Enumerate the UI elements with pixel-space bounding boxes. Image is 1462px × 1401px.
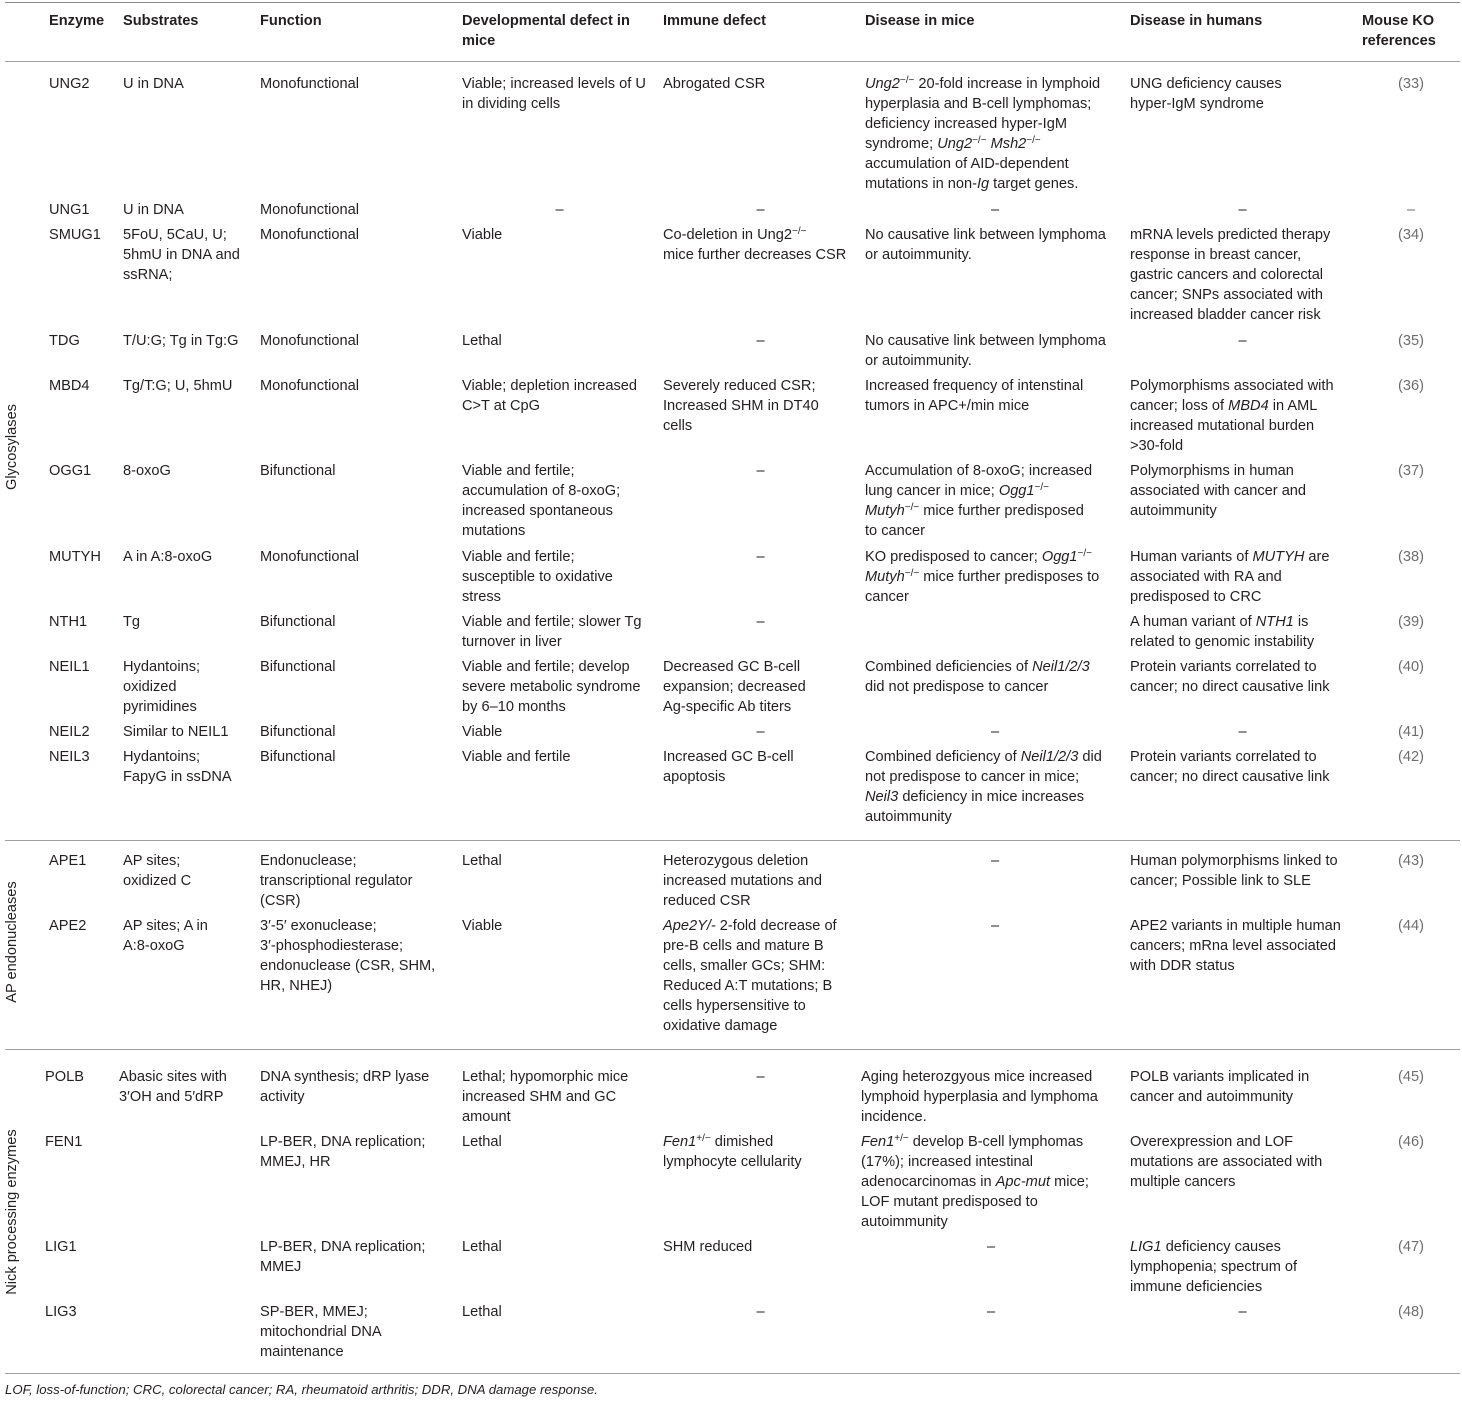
column-header-mice: Disease in mice xyxy=(865,13,975,29)
cell-dev: – xyxy=(555,202,564,218)
cell-enzyme: UNG1 xyxy=(49,202,90,218)
cell-immune: – xyxy=(756,1304,765,1320)
table-rule xyxy=(5,2,1460,3)
cell-mice: – xyxy=(986,1304,996,1320)
cell-immune: Decreased GC B-cell expansion; decreased Ag-specific Ab titers xyxy=(663,659,806,715)
cell-immune: Heterozygous deletion increased mutations and reduced CSR xyxy=(663,853,823,909)
cell-ref: (40) xyxy=(1398,659,1424,675)
cell-substrates: U in DNA xyxy=(123,202,184,218)
cell-function: Monofunctional xyxy=(260,549,359,565)
column-header-enzyme: Enzyme xyxy=(49,13,105,29)
cell-function: SP-BER, MMEJ; mitochondrial DNA maintenance xyxy=(260,1304,382,1360)
cell-enzyme: APE1 xyxy=(49,853,87,869)
column-header-immune: Immune defect xyxy=(663,13,766,29)
cell-ref: (43) xyxy=(1398,853,1424,869)
cell-substrates: U in DNA xyxy=(123,76,184,92)
cell-ref: (44) xyxy=(1398,918,1424,934)
cell-dev: Lethal xyxy=(462,1134,502,1150)
table-rule xyxy=(5,1049,1460,1050)
cell-ref: – xyxy=(1406,202,1416,218)
column-header-ref: Mouse KO references xyxy=(1362,13,1436,49)
cell-substrates: Abasic sites with 3′OH and 5′dRP xyxy=(119,1069,227,1105)
cell-substrates: Hydantoins; oxidized pyrimidines xyxy=(123,659,201,715)
cell-enzyme: OGG1 xyxy=(49,463,92,479)
cell-dev: Viable and fertile xyxy=(462,749,571,765)
cell-ref: (45) xyxy=(1398,1069,1424,1085)
cell-substrates: A in A:8-oxoG xyxy=(123,549,213,565)
cell-humans: Human variants of MUTYH are associated with RA and predisposed to CRC xyxy=(1130,549,1330,605)
cell-enzyme: TDG xyxy=(49,333,80,349)
cell-mice: – xyxy=(986,1239,996,1255)
cell-ref: (39) xyxy=(1398,614,1424,630)
cell-function: LP-BER, DNA replication; MMEJ xyxy=(260,1239,426,1275)
cell-enzyme: FEN1 xyxy=(45,1134,83,1150)
cell-enzyme: MUTYH xyxy=(49,549,101,565)
cell-dev: Viable and fertile; accumulation of 8-oxoG; increased spontaneous mutations xyxy=(462,463,621,539)
cell-dev: Viable and fertile; develop severe metabolic syndrome by 6–10 months xyxy=(462,659,641,715)
cell-immune: – xyxy=(756,549,765,565)
cell-mice: KO predisposed to cancer; Ogg1−/− Mutyh−/− mice further predisposes to cancer xyxy=(865,548,1100,605)
cell-function: Monofunctional xyxy=(260,333,359,349)
cell-immune: – xyxy=(756,614,765,630)
cell-function: Bifunctional xyxy=(260,463,336,479)
table-rule xyxy=(5,61,1460,62)
cell-mice: Accumulation of 8-oxoG; increased lung cancer in mice; Ogg1−/− Mutyh−/− mice further predisposed to cancer xyxy=(865,463,1093,539)
cell-immune: Increased GC B-cell apoptosis xyxy=(663,749,794,785)
cell-dev: Lethal xyxy=(462,1239,502,1255)
cell-humans: – xyxy=(1238,333,1247,349)
column-header-humans: Disease in humans xyxy=(1130,13,1263,29)
cell-enzyme: NEIL2 xyxy=(49,724,90,740)
cell-mice: Combined deficiencies of Neil1/2/3 did not predispose to cancer xyxy=(865,659,1090,695)
table-footnote: LOF, loss-of-function; CRC, colorectal cancer; RA, rheumatoid arthritis; DDR, DNA damage response. xyxy=(5,1382,598,1397)
cell-ref: (37) xyxy=(1398,463,1424,479)
cell-function: Endonuclease; transcriptional regulator (CSR) xyxy=(260,853,413,909)
cell-function: Monofunctional xyxy=(260,76,359,92)
cell-humans: Human polymorphisms linked to cancer; Possible link to SLE xyxy=(1130,853,1338,889)
cell-dev: Viable; increased levels of U in dividing cells xyxy=(462,76,646,112)
cell-humans: – xyxy=(1238,1304,1247,1320)
cell-dev: Lethal xyxy=(462,333,502,349)
cell-function: Monofunctional xyxy=(260,202,359,218)
cell-function: Monofunctional xyxy=(260,227,359,243)
cell-function: Monofunctional xyxy=(260,378,359,394)
cell-substrates: AP sites; oxidized C xyxy=(123,853,192,889)
cell-dev: Viable and fertile; susceptible to oxidative stress xyxy=(462,549,613,605)
cell-humans: Polymorphisms associated with cancer; loss of MBD4 in AML increased mutational burden >30-fold xyxy=(1130,378,1334,454)
cell-mice: – xyxy=(990,202,1000,218)
cell-substrates: Tg/T:G; U, 5hmU xyxy=(123,378,233,394)
cell-immune: – xyxy=(756,463,765,479)
cell-immune: SHM reduced xyxy=(663,1239,753,1255)
cell-enzyme: NEIL3 xyxy=(49,749,90,765)
cell-humans: Overexpression and LOF mutations are associated with multiple cancers xyxy=(1130,1134,1323,1190)
cell-dev: Viable xyxy=(462,724,503,740)
cell-ref: (38) xyxy=(1398,549,1424,565)
cell-substrates: 8-oxoG xyxy=(123,463,171,479)
cell-substrates: 5FoU, 5CaU, U; 5hmU in DNA and ssRNA; xyxy=(123,227,240,283)
cell-enzyme: MBD4 xyxy=(49,378,90,394)
cell-ref: (48) xyxy=(1398,1304,1424,1320)
cell-enzyme: UNG2 xyxy=(49,76,90,92)
cell-immune: Fen1+/− dimished lymphocyte cellularity xyxy=(663,1133,802,1170)
cell-ref: (42) xyxy=(1398,749,1424,765)
cell-ref: (35) xyxy=(1398,333,1424,349)
cell-enzyme: LIG1 xyxy=(45,1239,77,1255)
cell-humans: Protein variants correlated to cancer; no direct causative link xyxy=(1130,659,1330,695)
cell-enzyme: APE2 xyxy=(49,918,87,934)
cell-function: Bifunctional xyxy=(260,749,336,765)
cell-mice: Fen1+/− develop B-cell lymphomas (17%); increased intestinal adenocarcinomas in Apc-mut mice; LOF mutant predisposed to autoimmunity xyxy=(861,1133,1089,1230)
cell-humans: Protein variants correlated to cancer; no direct causative link xyxy=(1130,749,1330,785)
cell-humans: Polymorphisms in human associated with cancer and autoimmunity xyxy=(1130,463,1307,519)
cell-function: DNA synthesis; dRP lyase activity xyxy=(260,1069,430,1105)
cell-function: Bifunctional xyxy=(260,659,336,675)
column-header-dev: Developmental defect in mice xyxy=(462,13,630,49)
cell-immune: – xyxy=(756,724,765,740)
cell-mice: No causative link between lymphoma or autoimmunity. xyxy=(865,227,1106,263)
cell-humans: – xyxy=(1238,202,1247,218)
cell-enzyme: NEIL1 xyxy=(49,659,90,675)
cell-mice: Increased frequency of intenstinal tumors in APC+/min mice xyxy=(865,378,1084,414)
cell-substrates: Similar to NEIL1 xyxy=(123,724,229,740)
cell-immune: Co-deletion in Ung2−/− mice further decreases CSR xyxy=(663,226,847,263)
cell-dev: Viable xyxy=(462,918,503,934)
cell-ref: (46) xyxy=(1398,1134,1424,1150)
cell-immune: Severely reduced CSR; Increased SHM in DT40 cells xyxy=(663,378,819,434)
cell-humans: UNG deficiency causes hyper-IgM syndrome xyxy=(1130,76,1282,112)
cell-function: LP-BER, DNA replication; MMEJ, HR xyxy=(260,1134,426,1170)
cell-substrates: Tg xyxy=(123,614,141,630)
cell-enzyme: POLB xyxy=(45,1069,84,1085)
table-rule xyxy=(5,1373,1460,1374)
cell-humans: APE2 variants in multiple human cancers; mRna level associated with DDR status xyxy=(1130,918,1341,974)
cell-humans: A human variant of NTH1 is related to genomic instability xyxy=(1130,614,1315,650)
group-label: Nick processing enzymes xyxy=(4,1129,20,1295)
cell-dev: Lethal xyxy=(462,853,502,869)
cell-immune: Abrogated CSR xyxy=(663,76,766,92)
cell-ref: (41) xyxy=(1398,724,1424,740)
table-rule xyxy=(5,840,1460,841)
cell-humans: LIG1 deficiency causes lymphopenia; spectrum of immune deficiencies xyxy=(1130,1239,1298,1295)
cell-ref: (33) xyxy=(1398,76,1424,92)
cell-function: Bifunctional xyxy=(260,614,336,630)
group-label: AP endonucleases xyxy=(4,881,20,1003)
group-label: Glycosylases xyxy=(4,404,20,490)
cell-dev: Lethal; hypomorphic mice increased SHM and GC amount xyxy=(462,1069,629,1125)
cell-substrates: AP sites; A in A:8-oxoG xyxy=(123,918,208,954)
cell-enzyme: LIG3 xyxy=(45,1304,77,1320)
cell-function: Bifunctional xyxy=(260,724,336,740)
cell-mice: No causative link between lymphoma or autoimmunity. xyxy=(865,333,1106,369)
column-header-substrates: Substrates xyxy=(123,13,199,29)
cell-substrates: T/U:G; Tg in Tg:G xyxy=(123,333,239,349)
cell-humans: – xyxy=(1238,724,1247,740)
cell-substrates: Hydantoins; FapyG in ssDNA xyxy=(123,749,232,785)
cell-ref: (34) xyxy=(1398,227,1424,243)
cell-dev: Viable; depletion increased C>T at CpG xyxy=(462,378,637,414)
cell-mice: – xyxy=(990,853,1000,869)
cell-immune: Ape2Y/- 2-fold decrease of pre-B cells and mature B cells, smaller GCs; SHM: Reduced A:T mutations; B cells hypersensitive to oxidative damage xyxy=(663,918,837,1034)
cell-mice: Combined deficiency of Neil1/2/3 did not predispose to cancer in mice; Neil3 deficiency in mice increases autoimmunity xyxy=(865,749,1102,825)
cell-mice: Aging heterozgyous mice increased lymphoid hyperplasia and lymphoma incidence. xyxy=(861,1069,1098,1125)
cell-humans: POLB variants implicated in cancer and autoimmunity xyxy=(1130,1069,1310,1105)
cell-immune: – xyxy=(756,202,765,218)
cell-immune: – xyxy=(756,1069,765,1085)
cell-humans: mRNA levels predicted therapy response in breast cancer, gastric cancers and colorectal cancer; SNPs associated with increased bladder cancer risk xyxy=(1130,227,1331,323)
cell-dev: Viable and fertile; slower Tg turnover in liver xyxy=(462,614,642,650)
cell-dev: Viable xyxy=(462,227,503,243)
cell-mice: – xyxy=(990,918,1000,934)
cell-ref: (36) xyxy=(1398,378,1424,394)
cell-enzyme: SMUG1 xyxy=(49,227,101,243)
cell-mice: Ung2−/− 20-fold increase in lymphoid hyperplasia and B-cell lymphomas; deficiency increased hyper-IgM syndrome; Ung2−/− Msh2−/− accumulation of AID-dependent mutations in non-Ig target genes. xyxy=(865,75,1101,192)
cell-dev: Lethal xyxy=(462,1304,502,1320)
cell-function: 3′-5′ exonuclease; 3′-phosphodiesterase; endonuclease (CSR, SHM, HR, NHEJ) xyxy=(260,918,436,994)
cell-mice: – xyxy=(990,724,1000,740)
cell-ref: (47) xyxy=(1398,1239,1424,1255)
cell-enzyme: NTH1 xyxy=(49,614,88,630)
cell-immune: – xyxy=(756,333,765,349)
column-header-function: Function xyxy=(260,13,322,29)
